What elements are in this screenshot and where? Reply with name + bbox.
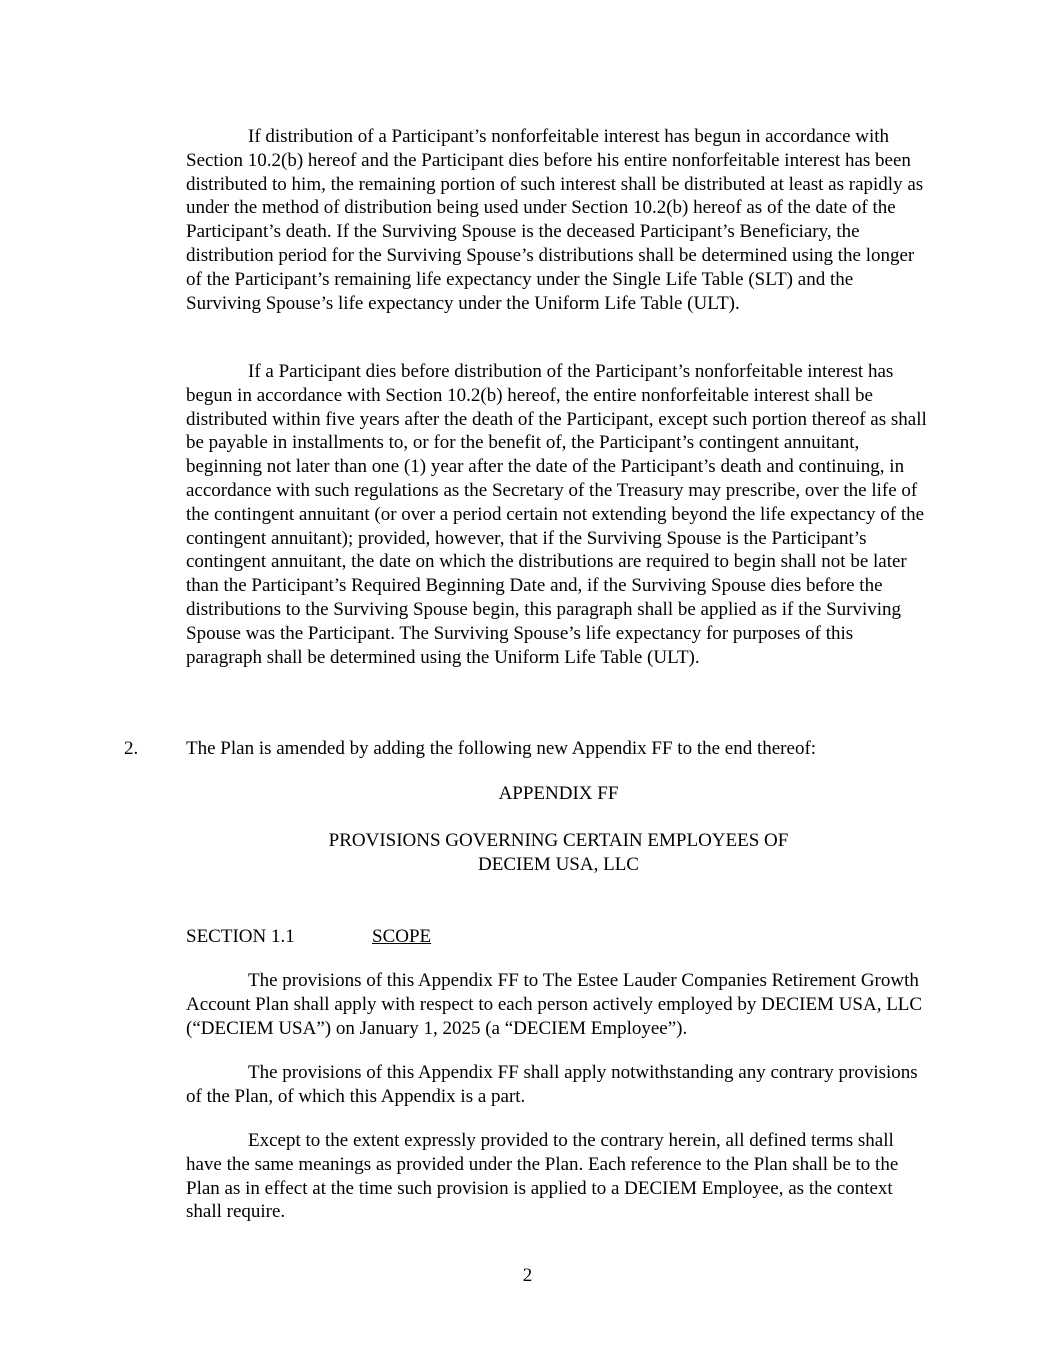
amendment-text: The Plan is amended by adding the following new Appendix FF to the end thereof: [186,738,817,759]
amendment-number: 2. [124,738,139,759]
section-paragraph-scope: The provisions of this Appendix FF to The Estee Lauder Companies Retirement Growth Account Plan shall apply with respect to each person actively employed by DECIEM USA, LLC (“DECIEM USA”) on January 1, 2025 (a “DECIEM Employee”). [186,970,923,1039]
section-paragraph-notwithstanding: The provisions of this Appendix FF shall apply notwithstanding any contrary provisions of the Plan, of which this Appendix is a part. [186,1062,918,1107]
appendix-subtitle-line1: PROVISIONS GOVERNING CERTAIN EMPLOYEES OF [328,830,789,851]
page-number: 2 [522,1265,533,1286]
section-paragraph-defined-terms: Except to the extent expressly provided to the contrary herein, all defined terms shall have the same meanings as provided under the Plan. Each reference to the Plan shall be to the Plan as in effect at the time such provision is applied to a DECIEM Employee, as the context shall require. [186,1130,899,1223]
appendix-title: APPENDIX FF [498,783,619,804]
paragraph-death-before-distribution: If a Participant dies before distribution of the Participant’s nonforfeitable interest has begun in accordance with Section 10.2(b) hereof, the entire nonforfeitable interest shall be distributed within five years after the death of the Participant, except such portion thereof as shall be payable in installments to, or for the benefit of, the Participant’s contingent annuitant, beginning not later than one (1) year after the date of the Participant’s death and continuing, in accordance with such regulations as the Secretary of the Treasury may prescribe, over the life of the contingent annuitant (or over a period certain not extending beyond the life expectancy of the contingent annuitant); provided, however, that if the Surviving Spouse is the Participant’s contingent annuitant, the date on which the distributions are required to begin shall not be later than the Participant’s Required Beginning Date and, if the Surviving Spouse dies before the distributions to the Surviving Spouse begin, this paragraph shall be applied as if the Surviving Spouse was the Participant. The Surviving Spouse’s life expectancy for purposes of this paragraph shall be determined using the Uniform Life Table (ULT). [186,361,927,668]
section-number: SECTION 1.1 [186,926,295,947]
paragraph-distribution-begun: If distribution of a Participant’s nonforfeitable interest has begun in accordance with Section 10.2(b) hereof and the Participant dies before his entire nonforfeitable interest has been distributed to him, the remaining portion of such interest shall be distributed at least as rapidly as under the method of distribution being used under Section 10.2(b) hereof as of the date of the Participant’s death. If the Surviving Spouse is the deceased Participant’s Beneficiary, the distribution period for the Surviving Spouse’s distributions shall be determined using the longer of the Participant’s remaining life expectancy under the Single Life Table (SLT) and the Surviving Spouse’s life expectancy under the Uniform Life Table (ULT). [186,126,924,314]
section-title: SCOPE [372,926,432,947]
appendix-subtitle-line2: DECIEM USA, LLC [478,854,639,875]
